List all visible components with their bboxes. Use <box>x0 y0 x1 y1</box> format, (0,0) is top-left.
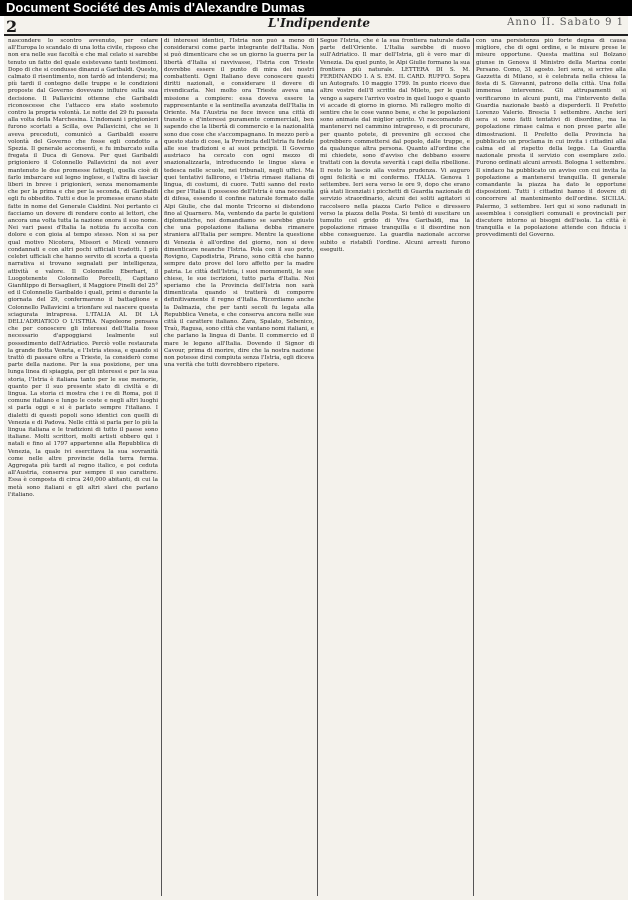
column-4 <box>476 38 626 898</box>
column-text: con una persistenza più forte degna di causa migliore, che di ogni ordine, e le misure prese le misure opportune. Questa mattina sul Bolzano giunse in Genova il Ministro della Marina conte Persano. Como, 31 agosto. Ieri sera, si scrive alla Gazzetta di Milano, si è celebrata nella chiesa la festa di S. Giovanni, patrono della città. Una folla immensa intervenne. Gli attrupamenti si verificarono in alcuni punti, ma l'intervento della Guardia nazionale bastò a disperderli. Il Prefetto Lorenzo Valerio. Brescia 1 settembre. Anche ieri sera si sono fatti tentativi di disordine, ma la popolazione rimase calma e non prese parte alle dimostrazioni. Il Prefetto della Provincia ha pubblicato un proclama in cui invita i cittadini alla calma ed al rispetto della legge. La Guardia nazionale presta il servizio con esemplare zelo. Furono ordinati alcuni arresti. Bologna 1 settembre. Il sindaco ha pubblicato un avviso con cui invita la popolazione a mantenersi tranquilla. Il generale comandante la piazza ha dato le opportune disposizioni. Tutti i cittadini hanno il dovere di concorrere al mantenimento dell'ordine. SICILIA. Palermo, 3 settembre. Ieri qui si sono radunati in assemblea i consiglieri comunali e provinciali per discutere intorno ai bisogni dell'isola. La città è tranquilla e la popolazione attende con fiducia i provvedimenti del Governo. <box>476 38 626 239</box>
column-3 <box>320 38 470 898</box>
header-rule <box>4 34 628 36</box>
column-text: Segue l'Istria, che è la sua frontiera naturale dalla parte dell'Oriente. L'Italia sarebbe di nuovo sull'Adriatico. Il mar dell'Istria, gli è vero mar di Venezia. Da quel punto, le Alpi Giulie formano la sua frontiera più naturale. LETTERA DI S. M. FERDINANDO I. A S. EM. IL CARD. RUFFO. Sopra un Autografo. 10 maggio 1799. In punto ricevo due altre vostre dell'8 scritte dal Mileto, per le quali vengo a sapere l'arrivo vostro in quel luogo e quanto vi accade di giorno in giorno. Mi rallegro molto di sentire che le cose vanno bene, e che le popolazioni sono animate dal miglior spirito. Vi raccomando di mantenervi nel cammino intrapreso, e di procurare, per quanto potete, di prevenire gli eccessi che potrebbero commettersi dal popolo, dalle truppe, e da qualunque altra persona. Quanto all'ordine che mi chiedete, sono d'avviso che debbano essere trattati con la dovuta severità i capi della ribellione. Il resto lo lascio alla vostra prudenza. Vi auguro ogni felicità e mi confermo. ITALIA. Genova 1 settembre. Ieri sera verso le ore 9, dopo che erano già stati licenziati i picchetti di Guardia nazionale di servizio straordinario, alcuni dei soliti agitatori si raccolsero nella piazza Carlo Felice e diressero verso la piazza della Posta. Si tentò di suscitare un tumulto col grido di Viva Garibaldi, ma la popolazione rimase tranquilla e il disordine non ebbe conseguenze. La guardia nazionale accorse subito e ristabilì l'ordine. Alcuni arresti furono eseguiti. <box>320 38 470 253</box>
column-1 <box>8 38 158 898</box>
column-text: nascondere lo scontro avvenuto, per celare all'Europa lo scandalo di una lotta civile, risposo che non era nelle sue facoltà e che mal celato si sarebbe tenuto un fatto del quale esistevano tanti testimoni. Dopo di che si condusse dinanzi a Garibaldi. Questo, calmato il risentimento, non tardò ad intendersi; ma più tardi il contegno delle truppe e le condizioni proposte dal Governo dovevano influire sulla sua decisione. Il Pallavicini ottenne che Garibaldi riconoscesse che l'attacco era stato sostenuto contro la propria volontà. Le notte del 29 fu passata alla volta della Marchesina. L'indomani i prigionieri furono scortati a Scilla, ove Pallavicini, che se li aveva preceduti, comunicò a Garibaldi essere volontà del Governo che fosse egli condotto a Spezia. Il generale acconsentì, e fu imbarcato sulla fregata il Duca di Genova. Per quei Garibaldi prigioniero il Colonnello Pallavicini da noi aver mantenuto le due promesse fattegli, quella cioè di farlo imbarcare sul legno inglese, e l'altra di lasciar liberi in breve i prigionieri, senza menomamente che per la prima e che per la seconda, di Garibaldi egli fu obbedito. Tutti e due le promesse erano state fatte in nome del Generale Cialdini. Noi pertanto ci facciamo un dovere di rendere conto ai lettori, che ancora una volta tutta la nazione onora il suo nome. Nei vari paesi d'Italia la notizia fu accolta con dolore e con gioia al tempo stesso. Non si sa per qual motivo Nicotera, Missori e Miceli vennero condannati e con altri pochi ufficiali tradotti. I più celebri ufficiali che hanno servito di scorta a questa narrativa si trovano segnalati per intelligenza, attività e valore. Il Colonnello Eberhart, il Luogotenente Colonnello Porcelli, Capitano Gianfilippo di Bersaglieri, il Maggiore Pinelli del 25° ed il Colonnello Garibaldo i quali, primi e durante la giornata del 29, confermarono il battaglione e Colonnello Pallavicini a trionfare sul nascere questa sciagurata intrapresa. L'ITALIA AL DI LÀ DELL'ADRIATICO O L'ISTRIA. Napoleone pensava che per conoscere gli interessi dell'Italia fosse necessario d'appoggiarsi lealmente sul possedimento dell'Adriatico. Perciò volle restaurata la grande flotta Veneta, e l'Istria stessa, e quando si trattò di passare oltre a Trieste, la considerò come parte della nazione. Per la sua posizione, per una lunga linea di spiaggia, per gli interessi e per la sua storia, l'Istria è italiana tanto per le sue memorie, quanto per il suo presente stato di civiltà e di lingua. La storia ci mostra che i re di Roma, poi il comune italiano e lungo le coste e negli altri luoghi si parla oggi e si è parlato sempre l'italiano. I dialetti di questi popoli sono identici con quelli di Venezia e di Padova. Nelle città si parla per lo più la lingua italiana e le tradizioni di tutto il paese sono italiane. Molti scrittori, molti artisti ebbero qui i natali e fino al 1797 appartenne alla Repubblica di Venezia, la quale ivi esercitava la sua sovranità come nelle altre provincie della terra ferma. Aggregata più tardi al regno italico, e poi ceduta all'Austria, conserva pur sempre il suo carattere. Essa è composta di circa 240,000 abitanti, di cui la metà sono italiani e gli altri slavi che parlano l'italiano. <box>8 38 158 498</box>
page-header <box>4 16 628 36</box>
masthead: L'Indipendente <box>267 16 371 30</box>
newspaper-page <box>4 16 628 900</box>
column-2 <box>164 38 314 898</box>
mirror-text: Anno II. Sabato 9 1 <box>507 17 624 28</box>
page-number: 2 <box>6 17 18 36</box>
column-text: di interessi identici, l'Istria non può a meno di considerarsi come parte integrante dell'Italia. Non si può dimenticare che se un giorno la guerra per la libertà d'Italia si ravvivasse, l'Istria con Trieste dovrebbe essere il punto di mira dei nostri combattenti. Ogni Italiano deve conoscere questi diritti nazionali, e considerare il dovere di rivendicarla. Nei molto ora Trieste aveva una missione a compiere: essa doveva essere la rappresentante e la sentinella avanzata dell'Italia in Oriente. Ma l'Austria ne fece invece una città di transito e d'interessi puramente commerciali, ben sapendo che la libertà di commercio e la nazionalità sono due cose che s'accompagnano. In mezzo però a questo stato di cose, la Provincia dell'Istria fu fedele alle sue tradizioni e ai suoi principii. Il Governo austriaco ha cercato con ogni mezzo di snazionalizzarla, introducendo le lingue slava e tedesca nelle scuole, nei tribunali, negli uffici. Ma quei tentativi fallirono, e l'Istria rimase italiana di lingua, di costumi, di cuore. Tutti sanno del resto che per l'Italia il possesso dell'Istria è una necessità di difesa, essendo il confine naturale formato dalle Alpi Giulie, che dal monte Tricorno si distendono fino al Quarnero. Ma, ventendo da parte le quistioni diplomatiche, noi domandiamo se sarebbe giusto che una popolazione italiana debba rimanere straniera all'Italia per sempre. Mentre la questione di Venezia è all'ordine del giorno, non si deve dimenticare neanche l'Istria. Pola con il suo porto, Rovigno, Capodistria, Pirano, sono città che hanno sempre dato prove del loro affetto per la madre patria. Le città dell'Istria, i suoi monumenti, le sue chiese, le sue iscrizioni, tutto parla d'Italia. Noi speriamo che la Provincia dell'Istria non sarà dimenticata quando si tratterà di comporre definitivamente il regno d'Italia. Ricordiamo anche la Dalmazia, che per tanti secoli fu legata alla Repubblica Veneta, e che conserva ancora nelle sue città il carattere italiano. Zara, Spalato, Sebenico, Traù, Ragusa, sono città che vantano nomi italiani, e che parlano la lingua di Dante. Il commercio ed il mare le legano all'Italia. Dovendo il Signor di Cavour, prima di morire, dire che la nostra nazione non potesse dirsi compiuta senza l'Istria, egli diceva una verità che tutti dovrebbero ripetere. <box>164 38 314 369</box>
column-divider <box>317 38 318 896</box>
column-divider <box>473 38 474 896</box>
site-banner: Document Société des Amis d'Alexandre Dumas <box>0 0 632 16</box>
column-divider <box>161 38 162 896</box>
